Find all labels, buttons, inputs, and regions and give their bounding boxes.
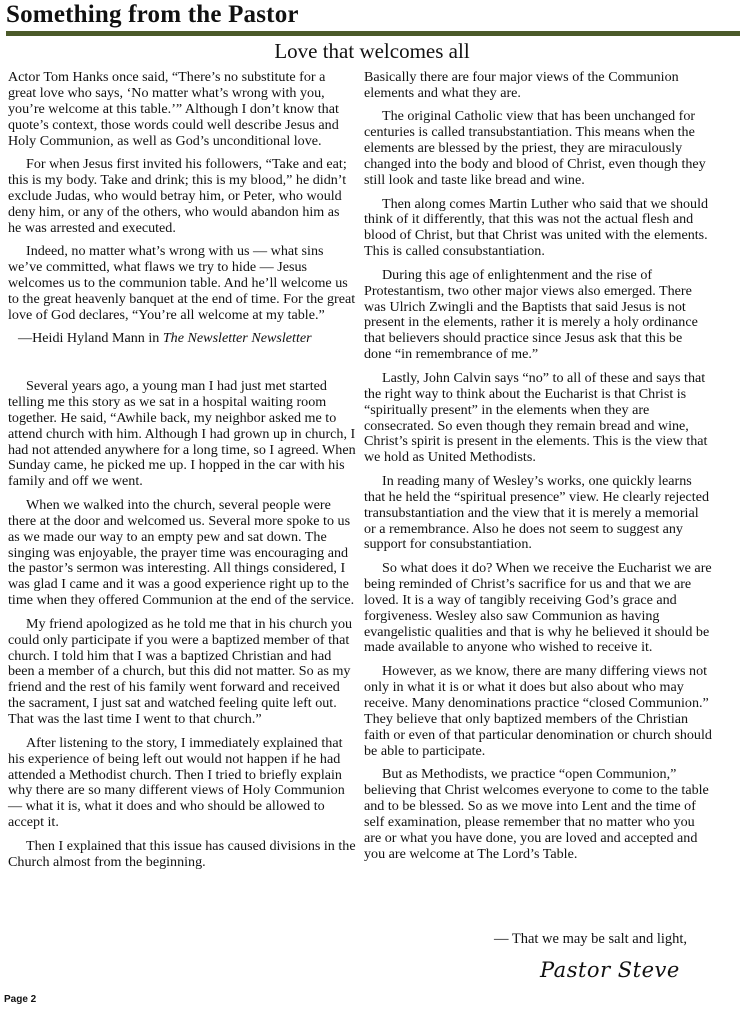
header-divider	[6, 31, 740, 36]
closing-line: — That we may be salt and light,	[494, 931, 688, 947]
body-paragraph: Lastly, John Calvin says “no” to all of these and says that the right way to think about the Eucharist is that Christ is “spiritually present” in the elements when they are consecrated. So even though they remain bread and wine, Christ’s spirit is present in the elements. This is the view that we hold as United Methodists.	[364, 369, 708, 466]
story-paragraph: My friend apologized as he told me that in his church you could only participate if you were a baptized member of that church. I told him that I was a baptized Christian and had been a member of a church, but this did not matter. So as my friend and the rest of his family went forward and received the sacrament, I just sat and watched feeling quite left out. That was the last time I went to that church.”	[8, 615, 353, 728]
article-title: Love that welcomes all	[274, 39, 470, 63]
story-paragraph: Several years ago, a young man I had just met started telling me this story as we sat in a hospital waiting room together. He said, “Awhile back, my neighbor asked me to attend church with him. Although I had grown up in church, I had not attended anywhere for a long time, so I agreed. When Sunday came, he picked me up. I hopped in the car with his family and off we went.	[8, 377, 356, 490]
quote-paragraph: Indeed, no matter what’s wrong with us — what sins we’ve committed, what flaws we try to hide — Jesus welcomes us to the communion table. And he’ll welcome us to the great heavenly banquet at the end of time. For the great love of God declares, “You’re all welcome at my table.”	[8, 243, 356, 323]
quote-paragraph: For when Jesus first invited his followers, “Take and eat; this is my body. Take and drink; this is my blood,” he didn’t exclude Judas, who would betray him, or Peter, who would deny him, or any of the others, who would abandon him as he was arrested and executed.	[8, 156, 347, 236]
body-paragraph: However, as we know, there are many differing views not only in what it is or what it does but also about who may receive. Many denominations practice “closed Communion.” They believe that only baptized members of the Christian faith or even of that particular denomination or church should be able to participate.	[364, 662, 712, 759]
lead-paragraph: Basically there are four major views of the Communion elements and what they are.	[364, 69, 679, 101]
right-column	[364, 70, 712, 870]
body-paragraph: Then along comes Martin Luther who said that we should think of it differently, that this was not the actual flesh and blood of Christ, but that Christ was united with the elements. This is called consubstantiation.	[364, 195, 709, 260]
attribution-author: —Heidi Hyland Mann in	[18, 330, 160, 347]
section-spacer	[8, 355, 356, 379]
story-paragraph: When we walked into the church, several people were there at the door and welcomed us. Several more spoke to us as we made our way to an empty pew and sat down. The singing was enjoyable, the prayer time was encouraging and the pastor’s sermon was interesting. All things considered, I was glad I came and it was a good experience right up to the time when they offered Communion at the end of the service.	[8, 496, 355, 609]
quote-paragraph: Actor Tom Hanks once said, “There’s no substitute for a great love who says, ‘No matter what’s wrong with you, you’re welcome at this table.’” Although I don’t know that quote’s context, those words could well describe Jesus and Holy Communion, as well as God’s unconditional love.	[8, 69, 339, 149]
body-paragraph: The original Catholic view that has been unchanged for centuries is called transubstantiation. This means when the elements are blessed by the priest, they are miraculously changed into the body and blood of Christ, even though they still look and taste like bread and wine.	[364, 108, 706, 189]
body-paragraph: During this age of enlightenment and the rise of Protestantism, two other major views also emerged. There was Ulrich Zwingli and the Baptists that said Jesus is not present in the elements, rather it is merely a holy ordinance that believers should practice since Jesus ask that this be done “in remembrance of me.”	[364, 266, 698, 363]
left-column	[8, 70, 356, 878]
attribution-source: The Newsletter Newsletter	[162, 330, 312, 347]
signature: Pastor Steve	[540, 958, 680, 982]
body-paragraph: So what does it do? When we receive the Eucharist we are being reminded of Christ’s sacrifice for us and that we are loved. It is a way of tangibly receiving God’s grace and forgiveness. Wesley also saw Communion as having evangelistic qualities and that is why he believed it should be made available to anyone who wished to receive it.	[364, 559, 712, 656]
page-number: Page 2	[4, 994, 37, 1005]
page-header	[6, 0, 740, 30]
body-paragraph: In reading many of Wesley’s works, one quickly learns that he held the “spiritual presence” view. He clearly rejected transubstantiation and the view that it is merely a memorial or a remembrance. Also he does not seem to suggest any support for consubstantiation.	[364, 472, 709, 553]
story-paragraph: After listening to the story, I immediately explained that his experience of being left out would not happen if he had attended a Methodist church. Then I tried to briefly explain why there are so many different views of Holy Communion — what it is, what it does and who should be allowed to accept it.	[8, 734, 345, 831]
story-paragraph: Then I explained that this issue has caused divisions in the Church almost from the beginning.	[8, 837, 356, 870]
quote-attribution	[8, 331, 356, 347]
body-paragraph: But as Methodists, we practice “open Communion,” believing that Christ welcomes everyone to come to the table and to be blessed. So as we move into Lent and the time of self examination, please remember that no matter who you are or what you have done, you are loved and accepted and you are welcome at The Lord’s Table.	[364, 766, 709, 862]
page-title: Something from the Pastor	[6, 1, 299, 28]
